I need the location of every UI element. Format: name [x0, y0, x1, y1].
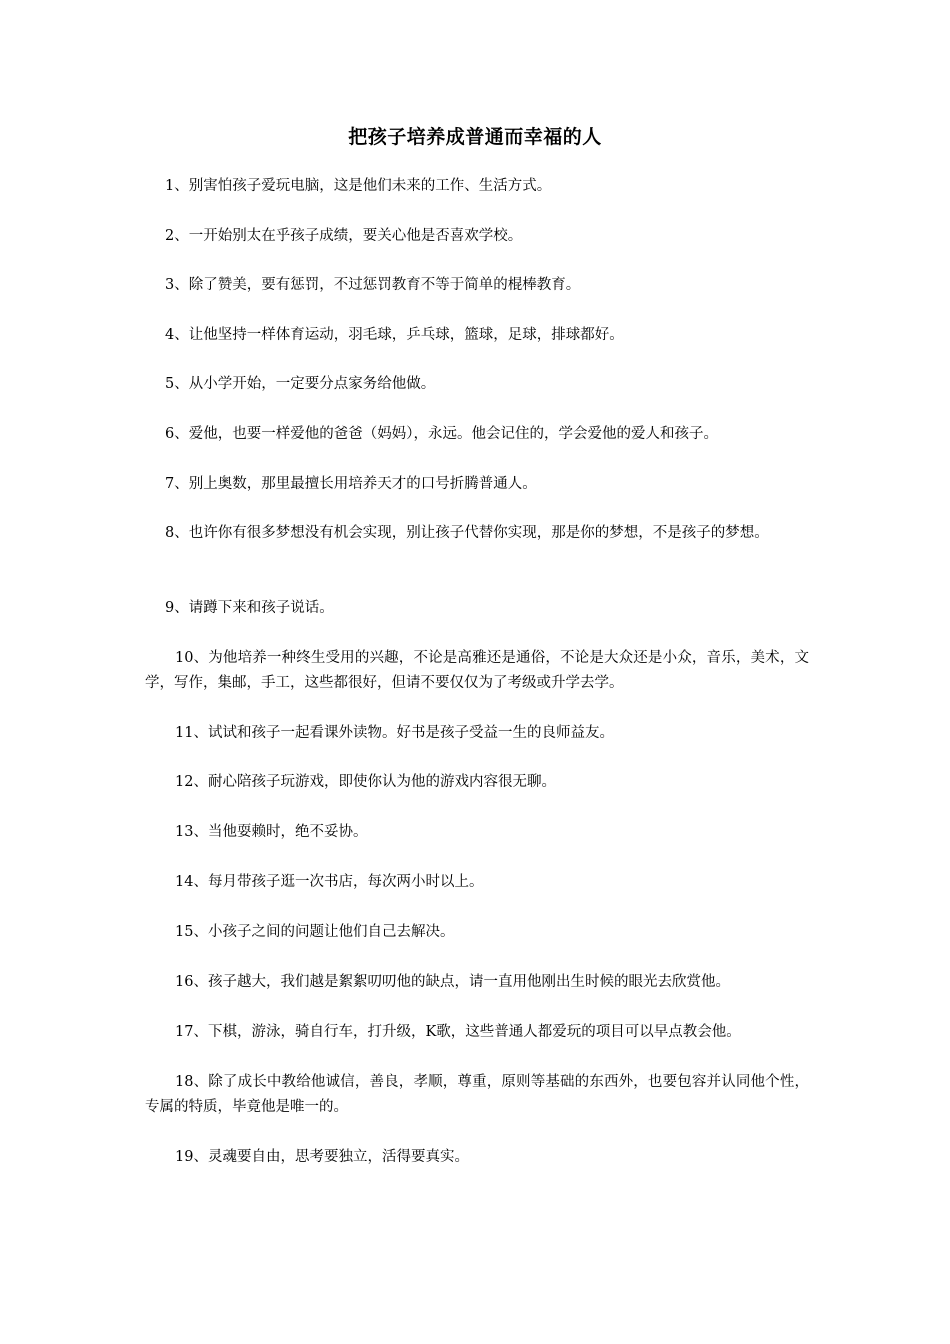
- list-item-16: 16、孩子越大，我们越是絮絮叨叨他的缺点，请一直用他刚出生时候的眼光去欣赏他。: [175, 974, 730, 990]
- list-item-15: 15、小孩子之间的问题让他们自己去解决。: [175, 924, 455, 940]
- list-item-18: 18、除了成长中教给他诚信，善良，孝顺，尊重，原则等基础的东西外，也要包容并认同他个性，专属的特质，毕竟他是唯一的。: [145, 1074, 809, 1115]
- document-title: 把孩子培养成普通而幸福的人: [348, 126, 602, 148]
- list-item-5: 5、从小学开始，一定要分点家务给他做。: [165, 376, 436, 392]
- list-item-13: 13、当他耍赖时，绝不妥协。: [175, 824, 368, 840]
- list-item-4: 4、让他坚持一样体育运动，羽毛球，乒乓球，篮球，足球，排球都好。: [165, 327, 624, 343]
- list-item-8: 8、也许你有很多梦想没有机会实现，别让孩子代替你实现，那是你的梦想，不是孩子的梦想。: [165, 525, 769, 541]
- list-item-1: 1、别害怕孩子爱玩电脑，这是他们未来的工作、生活方式。: [165, 178, 552, 194]
- list-item-6: 6、爱他，也要一样爱他的爸爸（妈妈），永远。他会记住的，学会爱他的爱人和孩子。: [165, 426, 718, 442]
- list-item-17: 17、下棋，游泳，骑自行车，打升级，K歌，这些普通人都爱玩的项目可以早点教会他。: [175, 1024, 741, 1040]
- list-item-12: 12、耐心陪孩子玩游戏，即使你认为他的游戏内容很无聊。: [175, 774, 556, 790]
- list-item-3: 3、除了赞美，要有惩罚，不过惩罚教育不等于简单的棍棒教育。: [165, 277, 581, 293]
- list-item-10: 10、为他培养一种终生受用的兴趣，不论是高雅还是通俗，不论是大众还是小众，音乐，美术，文学，写作，集邮，手工，这些都很好，但请不要仅仅为了考级或升学去学。: [145, 650, 809, 691]
- list-item-7: 7、别上奥数，那里最擅长用培养天才的口号折腾普通人。: [165, 476, 537, 492]
- list-item-9: 9、请蹲下来和孩子说话。: [165, 600, 334, 616]
- list-item-11: 11、试试和孩子一起看课外读物。好书是孩子受益一生的良师益友。: [175, 725, 614, 741]
- list-item-19: 19、灵魂要自由，思考要独立，活得要真实。: [175, 1149, 469, 1165]
- list-item-2: 2、一开始别太在乎孩子成绩，要关心他是否喜欢学校。: [165, 228, 523, 244]
- list-item-14: 14、每月带孩子逛一次书店，每次两小时以上。: [175, 874, 484, 890]
